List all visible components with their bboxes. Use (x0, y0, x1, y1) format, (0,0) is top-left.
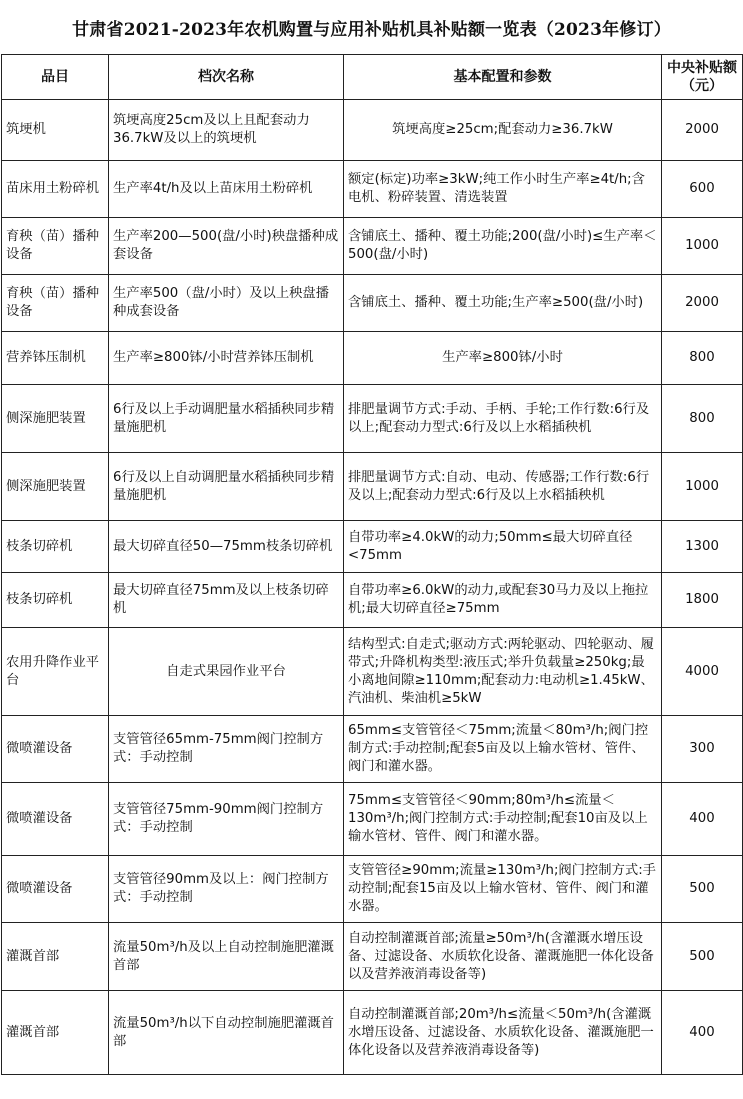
cell-item: 苗床用土粉碎机 (2, 161, 109, 218)
cell-item: 微喷灌设备 (2, 716, 109, 783)
cell-config: 支管管径≥90mm;流量≥130m³/h;阀门控制方式:手动控制;配套15亩及以上输水管材、管件、阀门和灌水器。 (344, 856, 662, 923)
cell-config: 排肥量调节方式:手动、手柄、手轮;工作行数:6行及以上;配套动力型式:6行及以上水稻插秧机 (344, 385, 662, 453)
cell-config: 75mm≤支管管径＜90mm;80m³/h≤流量＜130m³/h;阀门控制方式:手动控制;配套10亩及以上输水管材、管件、阀门和灌水器。 (344, 783, 662, 856)
cell-subsidy: 800 (662, 385, 743, 453)
cell-item: 育秧（苗）播种设备 (2, 275, 109, 332)
table-row (2, 332, 743, 385)
cell-subsidy: 1000 (662, 453, 743, 521)
cell-config: 额定(标定)功率≥3kW;纯工作小时生产率≥4t/h;含电机、粉碎装置、清选装置 (344, 161, 662, 218)
cell-subsidy: 800 (662, 332, 743, 385)
cell-subsidy: 500 (662, 856, 743, 923)
cell-config: 含铺底土、播种、覆土功能;生产率≥500(盘/小时) (344, 275, 662, 332)
cell-item: 侧深施肥装置 (2, 385, 109, 453)
header-subsidy: 中央补贴额（元） (662, 55, 743, 100)
cell-config: 排肥量调节方式:自动、电动、传感器;工作行数:6行及以上;配套动力型式:6行及以上水稻插秧机 (344, 453, 662, 521)
cell-subsidy: 1800 (662, 573, 743, 628)
cell-grade: 生产率200—500(盘/小时)秧盘播种成套设备 (109, 218, 344, 275)
cell-item: 农用升降作业平台 (2, 628, 109, 716)
cell-grade: 最大切碎直径50—75mm枝条切碎机 (109, 521, 344, 573)
table-row (2, 573, 743, 628)
cell-grade: 生产率4t/h及以上苗床用土粉碎机 (109, 161, 344, 218)
header-row (2, 55, 743, 100)
cell-grade: 流量50m³/h以下自动控制施肥灌溉首部 (109, 991, 344, 1075)
cell-item: 微喷灌设备 (2, 783, 109, 856)
cell-grade: 筑埂高度25cm及以上且配套动力36.7kW及以上的筑埂机 (109, 100, 344, 161)
table-row (2, 385, 743, 453)
cell-config: 筑埂高度≥25cm;配套动力≥36.7kW (344, 100, 662, 161)
cell-config: 生产率≥800钵/小时 (344, 332, 662, 385)
cell-item: 枝条切碎机 (2, 573, 109, 628)
cell-item: 灌溉首部 (2, 991, 109, 1075)
page-title: 甘肃省2021-2023年农机购置与应用补贴机具补贴额一览表（2023年修订） (72, 19, 671, 40)
table-row (2, 923, 743, 991)
cell-subsidy: 400 (662, 783, 743, 856)
cell-subsidy: 1000 (662, 218, 743, 275)
table-row (2, 716, 743, 783)
cell-subsidy: 1300 (662, 521, 743, 573)
cell-grade: 支管管径90mm及以上：阀门控制方式：手动控制 (109, 856, 344, 923)
cell-item: 灌溉首部 (2, 923, 109, 991)
header-config: 基本配置和参数 (344, 55, 662, 100)
cell-grade: 自走式果园作业平台 (109, 628, 344, 716)
table-row (2, 161, 743, 218)
cell-config: 自动控制灌溉首部;流量≥50m³/h(含灌溉水增压设备、过滤设备、水质软化设备、灌溉施肥一体化设备以及营养液消毒设备等) (344, 923, 662, 991)
cell-item: 侧深施肥装置 (2, 453, 109, 521)
table-row (2, 628, 743, 716)
cell-grade: 生产率500（盘/小时）及以上秧盘播种成套设备 (109, 275, 344, 332)
table-row (2, 991, 743, 1075)
cell-item: 微喷灌设备 (2, 856, 109, 923)
cell-item: 营养钵压制机 (2, 332, 109, 385)
cell-subsidy: 4000 (662, 628, 743, 716)
table-row (2, 521, 743, 573)
cell-grade: 最大切碎直径75mm及以上枝条切碎机 (109, 573, 344, 628)
table-row (2, 856, 743, 923)
subsidy-table (1, 54, 743, 1075)
cell-subsidy: 500 (662, 923, 743, 991)
header-item: 品目 (2, 55, 109, 100)
table-row (2, 783, 743, 856)
cell-item: 育秧（苗）播种设备 (2, 218, 109, 275)
cell-subsidy: 400 (662, 991, 743, 1075)
cell-config: 自动控制灌溉首部;20m³/h≤流量＜50m³/h(含灌溉水增压设备、过滤设备、水质软化设备、灌溉施肥一体化设备以及营养液消毒设备等) (344, 991, 662, 1075)
cell-grade: 生产率≥800钵/小时营养钵压制机 (109, 332, 344, 385)
cell-grade: 6行及以上自动调肥量水稻插秧同步精量施肥机 (109, 453, 344, 521)
table-row (2, 100, 743, 161)
cell-item: 筑埂机 (2, 100, 109, 161)
cell-grade: 支管管径75mm-90mm阀门控制方式：手动控制 (109, 783, 344, 856)
table-row (2, 275, 743, 332)
cell-config: 自带功率≥6.0kW的动力,或配套30马力及以上拖拉机;最大切碎直径≥75mm (344, 573, 662, 628)
table-row (2, 218, 743, 275)
cell-subsidy: 600 (662, 161, 743, 218)
cell-grade: 支管管径65mm-75mm阀门控制方式：手动控制 (109, 716, 344, 783)
cell-config: 含铺底土、播种、覆土功能;200(盘/小时)≤生产率＜500(盘/小时) (344, 218, 662, 275)
cell-config: 结构型式:自走式;驱动方式:两轮驱动、四轮驱动、履带式;升降机构类型:液压式;举升负载量≥250kg;最小离地间隙≥110mm;配套动力:电动机≥1.45kW、汽油机、柴油机≥5kW (344, 628, 662, 716)
cell-item: 枝条切碎机 (2, 521, 109, 573)
header-grade: 档次名称 (109, 55, 344, 100)
cell-grade: 6行及以上手动调肥量水稻插秧同步精量施肥机 (109, 385, 344, 453)
cell-subsidy: 2000 (662, 275, 743, 332)
cell-config: 自带功率≥4.0kW的动力;50mm≤最大切碎直径<75mm (344, 521, 662, 573)
cell-subsidy: 2000 (662, 100, 743, 161)
cell-config: 65mm≤支管管径＜75mm;流量＜80m³/h;阀门控制方式:手动控制;配套5亩及以上输水管材、管件、阀门和灌水器。 (344, 716, 662, 783)
table-row (2, 453, 743, 521)
cell-grade: 流量50m³/h及以上自动控制施肥灌溉首部 (109, 923, 344, 991)
cell-subsidy: 300 (662, 716, 743, 783)
